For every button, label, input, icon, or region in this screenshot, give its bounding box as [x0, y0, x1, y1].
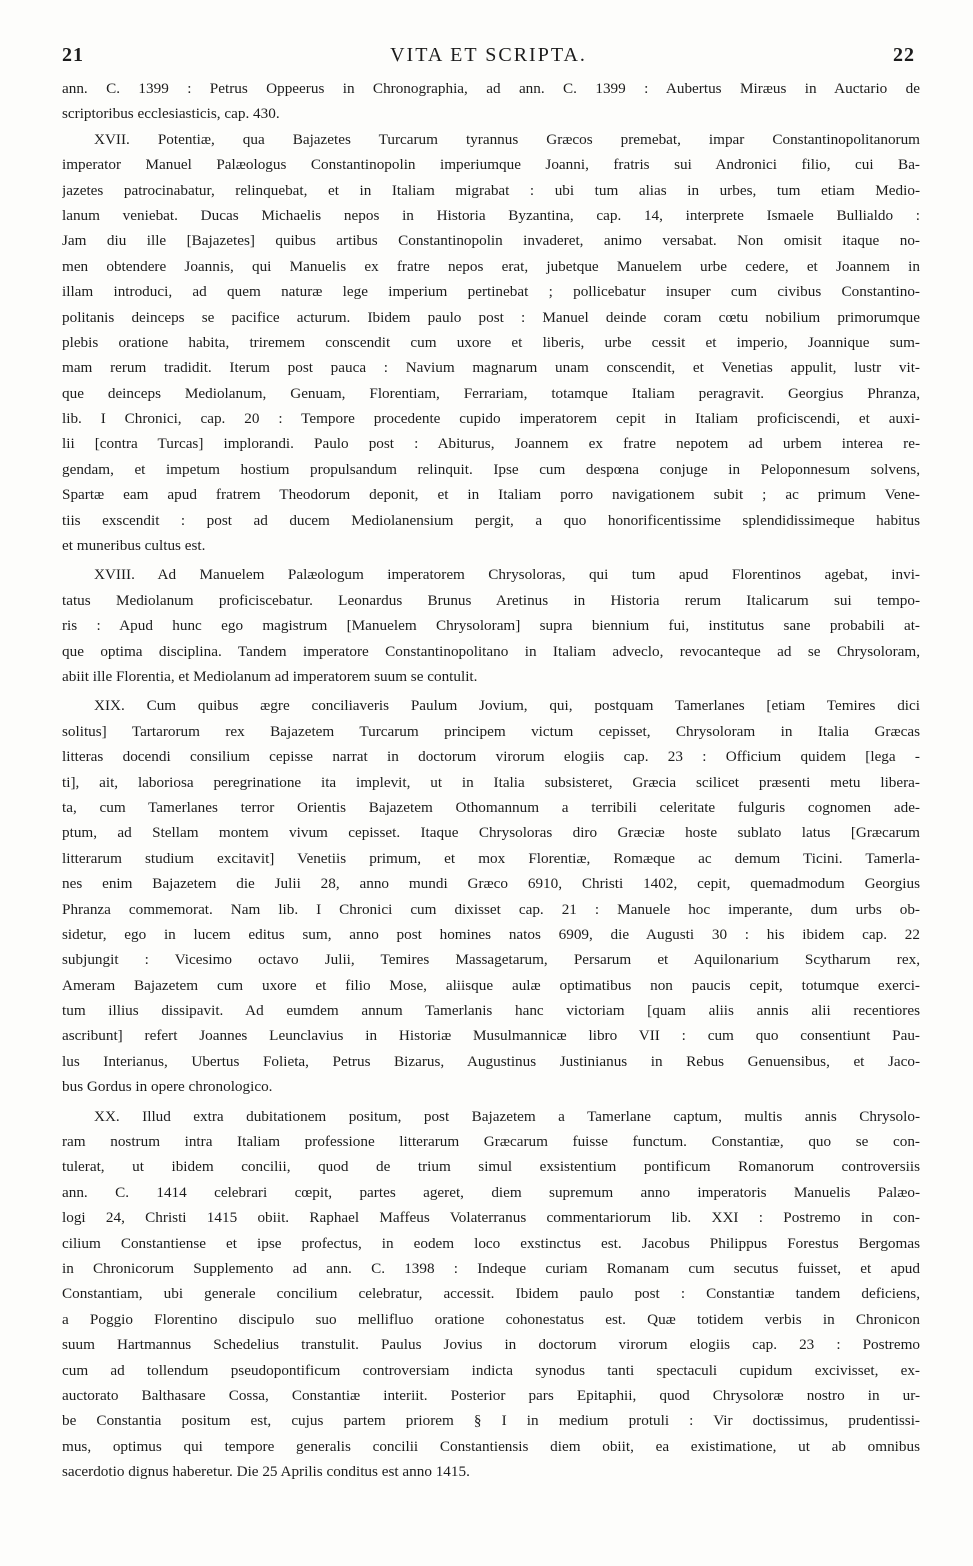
text-line: sacerdotio dignus haberetur. Die 25 Aprilis conditus est anno 1415.	[62, 1463, 470, 1481]
text-line: sidetur, ego in lucem editus sum, anno post homines natos 6909, die Augusti 30 : his ibidem cap. 22	[62, 925, 920, 943]
text-line: et muneribus cultus est.	[62, 537, 206, 555]
body-text	[62, 76, 920, 1484]
text-line: tiis exscendit : post ad ducem Mediolanensium pergit, a quo honorificentissime splendidissimeque habitus	[62, 511, 920, 529]
text-line: mus, optimus qui tempore generalis concilii Constantiensis diem obiit, ea existimatione, ut ab omnibus	[62, 1437, 920, 1455]
text-line: subjungit : Vicesimo octavo Julii, Temires Massagetarum, Persarum et Aquilonarium Scytharum rex,	[62, 951, 920, 969]
running-head	[62, 44, 915, 70]
section-xx-heading-line: XX. Illud extra dubitationem positum, post Bajazetem a Tamerlane captum, multis annis Chrysolo-	[94, 1107, 920, 1125]
page-number-right: 22	[893, 44, 915, 66]
text-line: jazetes patrocinabatur, relinquebat, et in Italiam migrabat : ubi tum alias in urbes, tum etiam Medio-	[62, 181, 920, 199]
text-line: be Constantia positum est, cujus partem priorem § I in medium protuli : Vir doctissimus, prudentissi-	[62, 1412, 920, 1430]
text-line: ptum, ad Stellam montem vivum cepisset. Itaque Chrysoloras diro Græciæ hoste sublato latus [Græcarum	[62, 824, 920, 842]
section-xvii-heading-line: XVII. Potentiæ, qua Bajazetes Turcarum tyrannus Græcos premebat, impar Constantinopolitanorum	[94, 130, 920, 148]
text-line: scriptoribus ecclesiasticis, cap. 430.	[62, 105, 280, 123]
text-line: tatus Mediolanum proficiscebatur. Leonardus Brunus Aretinus in Historia rerum Italicarum sui tempo-	[62, 591, 920, 609]
text-line: cilium Constantiense et ipse profectus, in eodem loco exstinctus est. Jacobus Philippus Forestus Bergomas	[62, 1234, 920, 1252]
text-line: Jam diu ille [Bajazetes] quibus artibus Constantinopolin invaderet, animo versabat. Non omisit itaque no-	[62, 232, 920, 250]
text-line: tum illius dissipavit. Ad eumdem annum Tamerlanis hanc victoriam [quam aliis annis alii recentiores	[62, 1002, 920, 1020]
text-line: politanis deinceps se pacifice acturum. Ibidem paulo post : Manuel deinde coram cœtu nobilium primorumque	[62, 308, 920, 326]
text-line: ti], ait, laboriosa peregrinatione ita implevit, ut in Italia subsisteret, Græcia scilicet præsenti metu libera-	[62, 773, 920, 791]
section-xviii-heading-line: XVIII. Ad Manuelem Palæologum imperatorem Chrysoloras, qui tum apud Florentinos agebat, invi-	[94, 566, 920, 584]
text-line: plebis oratione habita, triremem conscendit cum uxore et liberis, urbe cessit et imperio, Joannique sum-	[62, 333, 920, 351]
text-line: mam rerum tradidit. Iterum post pauca : Navium magnarum unam conscendit, et Venetias appulit, lustr vit-	[62, 359, 920, 377]
text-line: solitus] Tartarorum rex Bajazetem Turcarum principem victum cepisset, Chrysoloram in Italia Græcas	[62, 722, 920, 740]
text-line: ris : Apud hunc ego magistrum [Manuelem Chrysoloram] supra biennium fui, institutus sane probabili at-	[62, 617, 920, 635]
text-line: gendam, et impetum hostium propulsandum relinquit. Ipse cum despœna conjuge in Peloponnesum solvens,	[62, 460, 920, 478]
text-line: suum Hartmannus Schedelius transtulit. Paulus Jovius in doctorum virorum elogiis cap. 23 : Postremo	[62, 1336, 920, 1354]
text-line: men obtendere Joannis, qui Manuelis ex fratre nepos erat, jubetque Manuelem urbe cedere, et Joannem in	[62, 257, 920, 275]
text-line: lanum veniebat. Ducas Michaelis nepos in Historia Byzantina, cap. 14, interprete Ismaele Bullialdo :	[62, 206, 920, 224]
text-line: illam introduci, ad quem naturæ lege imperium pertinebat ; pollicebatur insuper cum civibus Constantino-	[62, 283, 920, 301]
text-line: a Poggio Florentino discipulo suo mellifluo oratione cohonestatus est. Quæ totidem verbis in Chronicon	[62, 1310, 920, 1328]
text-line: litterarum studium excitavit] Venetiis primum, et mox Florentiæ, Romæque ac demum Ticini. Tamerla-	[62, 849, 920, 867]
text-line: imperator Manuel Palæologus Constantinopolin imperiumque Joanni, fratris sui Andronici filio, cui Ba-	[62, 156, 920, 174]
text-line: abiit ille Florentia, et Mediolanum ad imperatorem suum se contulit.	[62, 667, 478, 685]
text-line: ann. C. 1414 celebrari cœpit, partes ageret, diem supremum anno imperatoris Manuelis Palæo-	[62, 1183, 920, 1201]
section-xix-heading-line: XIX. Cum quibus ægre conciliaveris Paulum Jovium, qui, postquam Tamerlanes [etiam Temires dici	[94, 697, 920, 715]
page-number-left: 21	[62, 44, 84, 66]
text-line: in Chronicorum Supplemento ad ann. C. 1398 : Indeque curiam Romanam cum secutus fuisset, et apud	[62, 1259, 920, 1277]
text-line: ann. C. 1399 : Petrus Oppeerus in Chronographia, ad ann. C. 1399 : Aubertus Miræus in Auctario de	[62, 80, 920, 97]
text-line: lus Interianus, Ubertus Folieta, Petrus Bizarus, Augustinus Justinianus in Rebus Genuensibus, et Jaco-	[62, 1052, 920, 1070]
text-line: auctorato Balthasare Cossa, Constantiæ interiit. Posterior pars Epitaphii, quod Chrysoloræ nostro in ur-	[62, 1386, 920, 1404]
text-line: Phranza commemorat. Nam lib. I Chronici cum dixisset cap. 21 : Manuele hoc imperante, dum urbs ob-	[62, 900, 920, 918]
text-line: ram nostrum intra Italiam professione litterarum Græcarum fuisse functum. Constantiæ, quo se con-	[62, 1133, 920, 1151]
text-line: bus Gordus in opere chronologico.	[62, 1078, 273, 1096]
text-line: tulerat, ut ibidem concilii, quod de trium simul exsistentium pontificum Romanorum controversiis	[62, 1158, 920, 1176]
running-title: VITA ET SCRIPTA.	[390, 44, 587, 66]
text-line: que deinceps Mediolanum, Genuam, Florentiam, Ferrariam, totamque Italiam peragravit. Georgius Phranza,	[62, 384, 920, 402]
text-line: cum ad tollendum pseudopontificum controversiam indicta synodus tanti spectaculi cupidum excivisset, ex-	[62, 1361, 920, 1379]
text-line: Ameram Bajazetem cum uxore et filio Mose, aliisque aulæ optimatibus non paucis cepit, totumque exerci-	[62, 976, 920, 994]
text-line: logi 24, Christi 1415 obiit. Raphael Maffeus Volaterranus commentariorum lib. XXI : Postremo in con-	[62, 1209, 920, 1227]
text-line: que optima disciplina. Tandem imperatore Constantinopolitano in Italiam adveclo, revocanteque ad se Chrysoloram,	[62, 642, 920, 660]
text-line: Spartæ eam apud fratrem Theodorum deponit, et in Italiam porro navigationem subit ; ac primum Vene-	[62, 486, 920, 504]
text-line: ta, cum Tamerlanes terror Orientis Bajazetem Othomannum a terribili celeritate fulguris cognomen ade-	[62, 798, 920, 816]
text-line: lii [contra Turcas] implorandi. Paulo post : Abiturus, Joannem ex fratre nepotem ad urbem interea re-	[62, 435, 920, 453]
text-line: Constantiam, ubi generale concilium celebratur, accessit. Ibidem paulo post : Constantiæ tandem deficiens,	[62, 1285, 920, 1303]
text-line: ascribunt] refert Joannes Leunclavius in Historiæ Musulmannicæ libro VII : cum quo consentiunt Pau-	[62, 1027, 920, 1045]
text-line: litteras docendi consilium cepisse narrat in doctorum virorum elogiis cap. 23 : Officium quidem [lega -	[62, 748, 920, 766]
text-line: nes enim Bajazetem die Julii 28, anno mundi Græco 6910, Christi 1402, cepit, quemadmodum Georgius	[62, 875, 920, 893]
text-line: lib. I Chronici, cap. 20 : Tempore procedente cupido imperatorem cepit in Italiam proficiscendi, et auxi-	[62, 410, 920, 428]
